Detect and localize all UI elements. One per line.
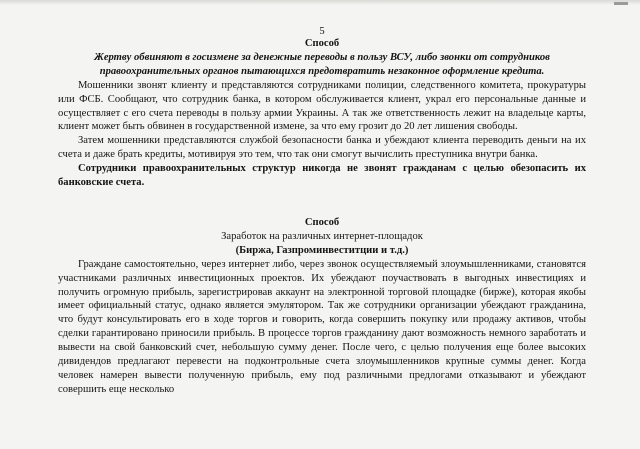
scan-artifact [614, 2, 628, 5]
section1-subtitle-line-1: Жертву обвиняют в госизмене за денежные переводы в пользу ВСУ, либо звонки от сотрудников [94, 51, 550, 63]
section1-paragraph-2: Затем мошенники представляются службой безопасности банка и убеждают клиента переводить деньги на их счета и даже брать кредиты, мотивируя это тем, что так они смогут вычислить преступника внутри банка. [58, 135, 586, 161]
page-number: 5 [319, 26, 325, 37]
section1-paragraph-1: Мошенники звонят клиенту и представляются сотрудниками полиции, следственного комитета, прокуратуры или ФСБ. Сообщают, что сотрудник банка, в котором обслуживается клиент, украл его персональные данные и осуществляет с его счета переводы в пользу армии Украины. А так же ответственность лежит на владельце карты, клиент может быть обвинен в государственной измене, за что ему грозит до 20 лет лишения свободы. [58, 79, 586, 133]
section1-heading: Способ [304, 38, 340, 49]
section2-paragraph: Граждане самостоятельно, через интернет либо, через звонок осуществляемый злоумышленниками, становятся участниками различных инвестиционных проектов. Их убеждают поучаствовать в выгодных инвестициях и получить огромную прибыль, зарегистрировав аккаунт на электронной торговой площадке (бирже), которая якобы имеет официальный статус, однако является эмулятором. Так же сотрудники организации убеждают гражданина, что будут консультировать его в ходе торгов и говорить, когда совершить покупку или продажу активов, чтобы сделки гарантировано приносили прибыль. В процессе торгов гражданину дают возможность немного заработать и вывести на свой банковский счет, небольшую сумму денег. После чего, с целью получения еще более высоких дивидендов предлагают перевести на подконтрольные счета злоумышленников крупные суммы денег. Когда человек намерен вывести полученную прибыль, ему под различными предлогами отказывают и убеждают совершить еще несколько [58, 258, 586, 395]
scan-edge [0, 0, 640, 5]
section2-heading: Способ [304, 216, 340, 228]
section-spacer [58, 190, 586, 216]
document-page [58, 26, 586, 397]
section1-subtitle-line-2: правоохранительных органов пытающихся предотвратить незаконное оформление кредита. [99, 65, 545, 77]
section2-subtitle: Заработок на различных интернет-площадок [221, 230, 423, 242]
section2-subtitle-note: (Биржа, Газпроминвеститции и т.д.) [235, 244, 409, 256]
section1-warning: Сотрудники правоохранительных структур никогда не звонят гражданам с целью обезопасить их банковские счета. [58, 163, 586, 189]
